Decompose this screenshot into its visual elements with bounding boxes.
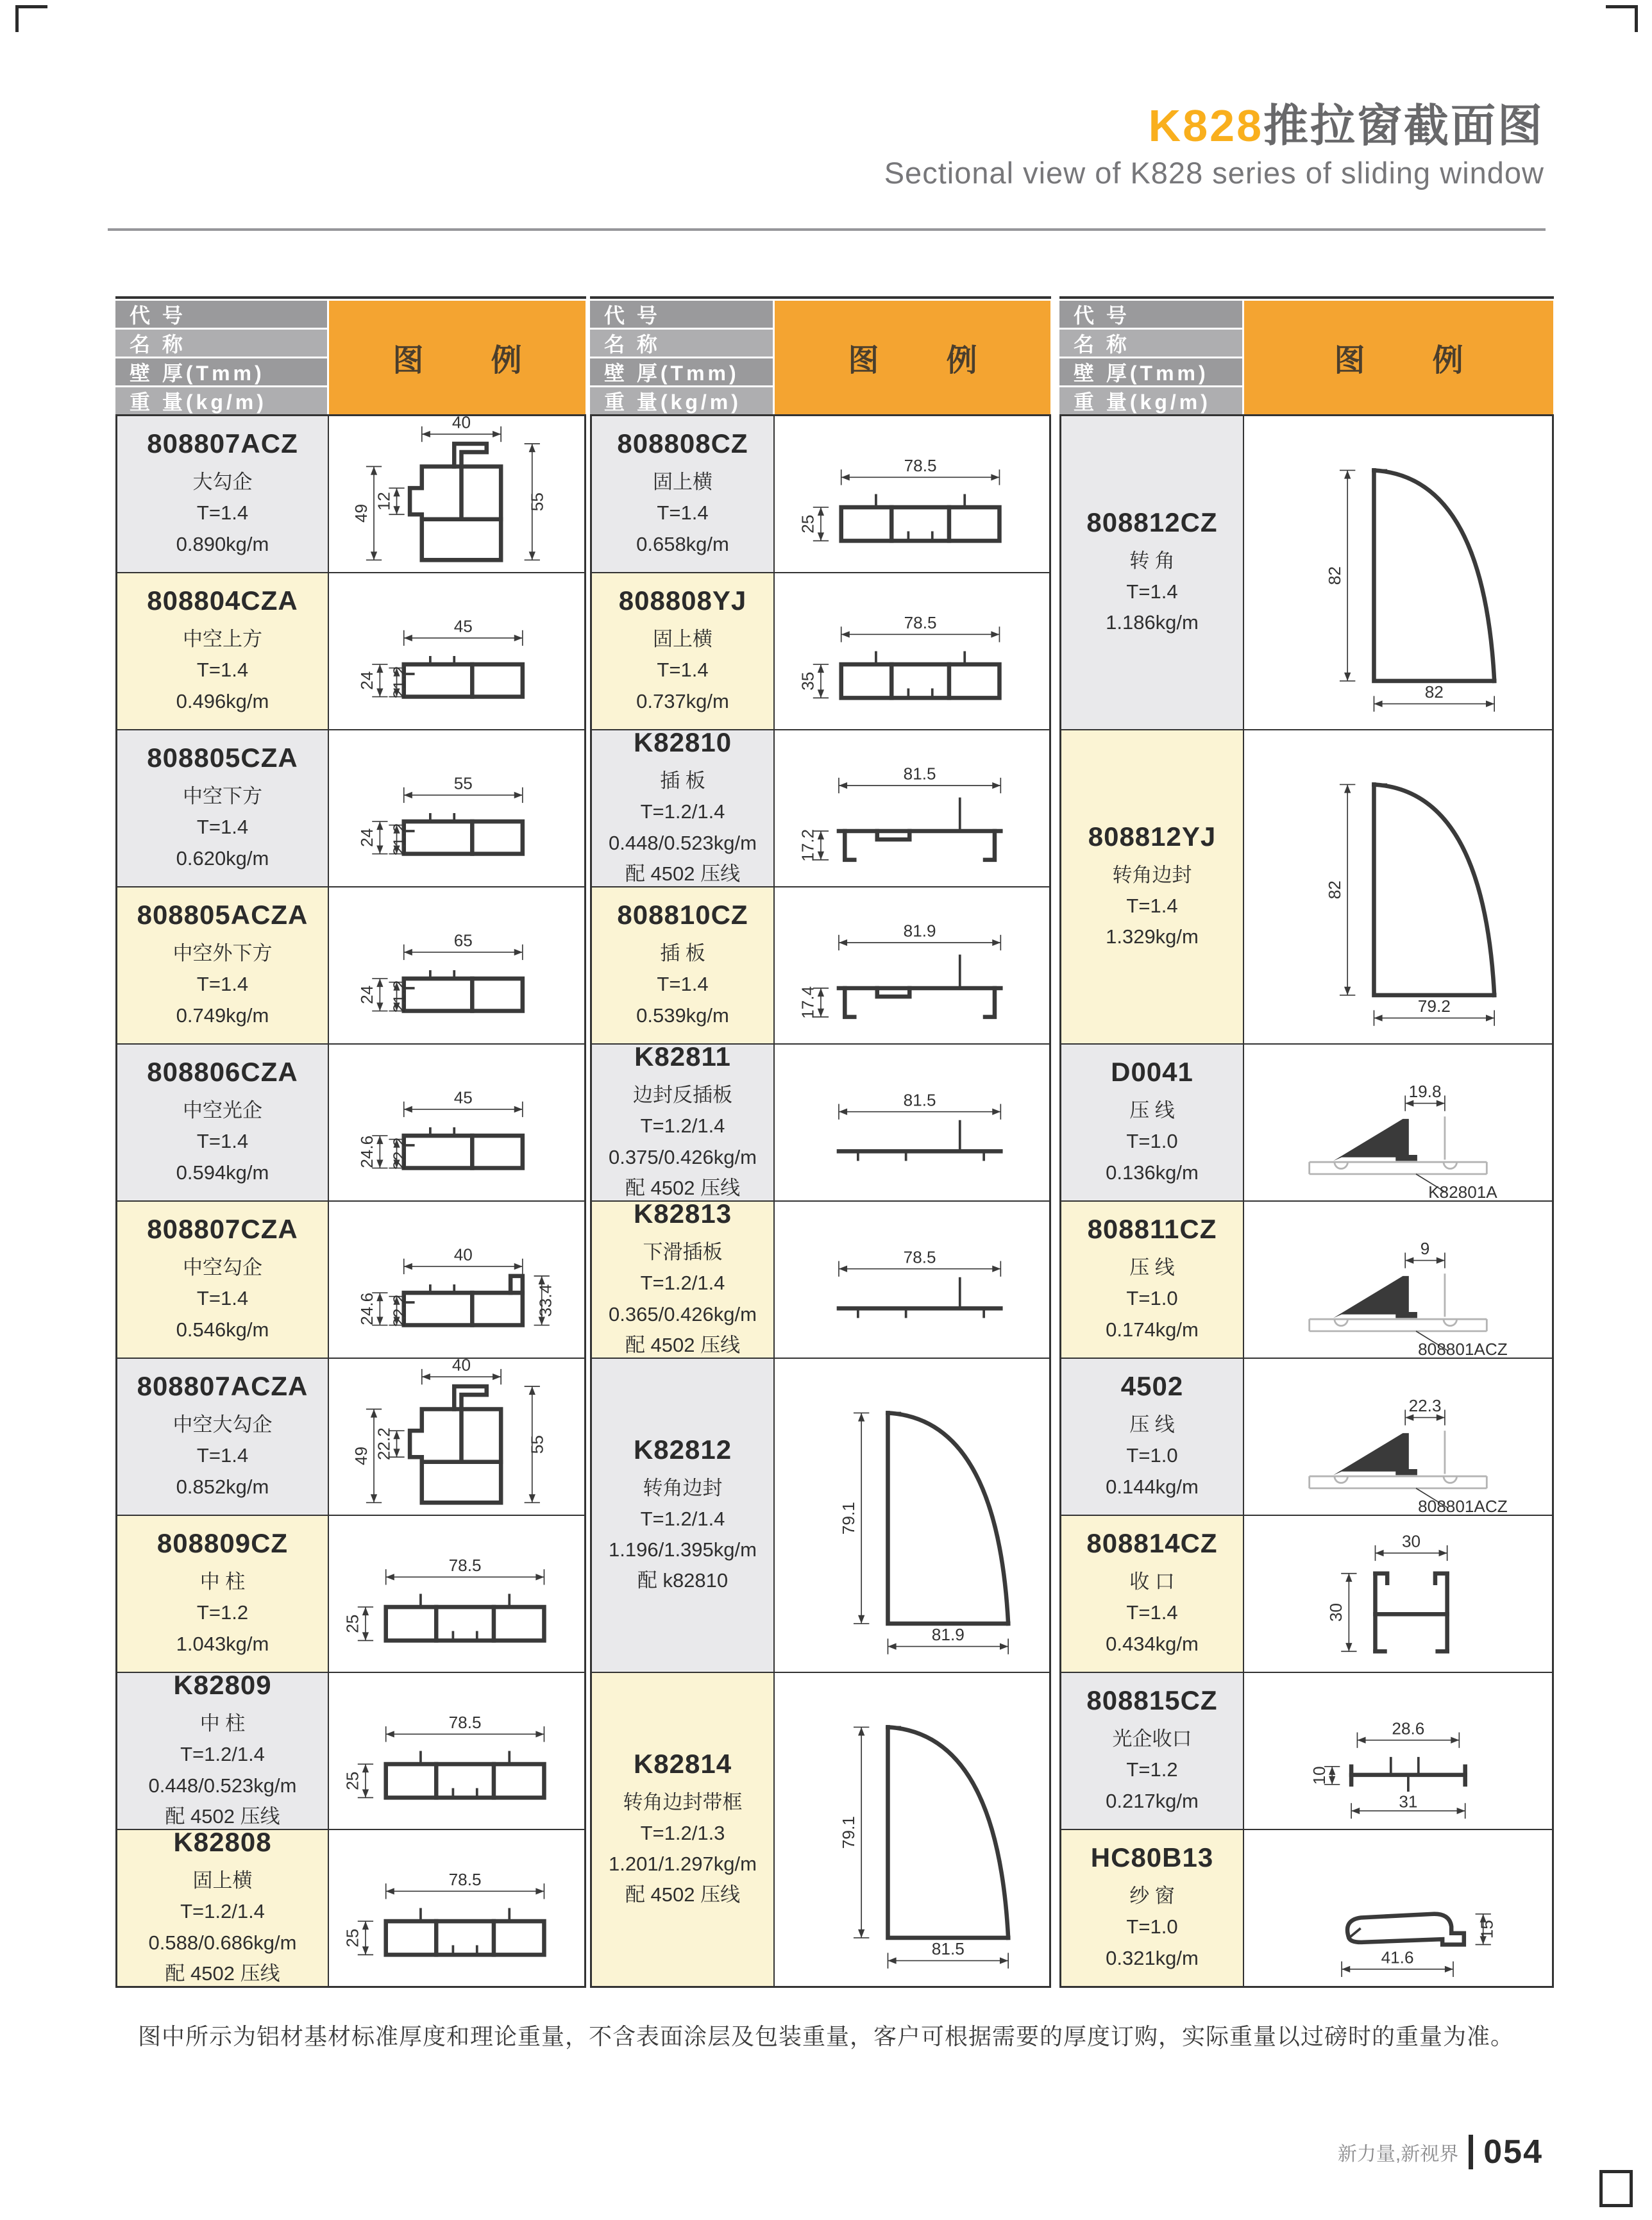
profile-code: 808811CZ: [1087, 1214, 1217, 1245]
profile-weight: 0.737kg/m: [636, 689, 729, 712]
crop-mark-top-right: [1606, 5, 1638, 32]
svg-text:25: 25: [342, 1928, 362, 1947]
profile-code: K82813: [633, 1198, 732, 1229]
profile-thickness: T=1.4: [196, 501, 249, 525]
svg-text:81.5: 81.5: [903, 1090, 936, 1110]
profile-diagram-cell: [1243, 1829, 1553, 1987]
page-title: [884, 103, 1544, 150]
svg-text:25: 25: [342, 1771, 362, 1790]
table-header: [115, 296, 586, 414]
profile-label-cell: [117, 1044, 328, 1201]
profile-weight: 0.539kg/m: [636, 1004, 729, 1027]
profile-label-cell: [591, 887, 774, 1044]
profile-label-cell: [591, 573, 774, 730]
profile-code: K82810: [633, 727, 732, 758]
svg-text:21.2: 21.2: [389, 666, 409, 699]
profile-code: 808808YJ: [618, 585, 747, 616]
profile-diagram-svg: [329, 1516, 584, 1672]
profile-weight: 0.434kg/m: [1106, 1632, 1199, 1655]
profile-code: 808812CZ: [1086, 507, 1218, 537]
profile-code: K82814: [633, 1748, 732, 1779]
profile-name: 固上横: [653, 628, 712, 651]
profile-name: 中空下方: [183, 785, 262, 808]
svg-text:55: 55: [453, 773, 473, 793]
profile-weight: 0.174kg/m: [1106, 1318, 1199, 1341]
title-divider-rule: [108, 228, 1546, 231]
profile-diagram-cell: [328, 1672, 585, 1829]
profile-weight: 1.186kg/m: [1106, 611, 1199, 634]
table-body: [590, 414, 1051, 1988]
profile-weight: 0.375/0.426kg/m: [609, 1145, 757, 1168]
profile-weight: 0.594kg/m: [176, 1161, 269, 1184]
profile-thickness: T=1.2: [196, 1601, 249, 1624]
profile-thickness: T=1.0: [1126, 1287, 1178, 1310]
profile-note: 配 4502 压线: [625, 862, 741, 885]
svg-text:40: 40: [451, 416, 471, 432]
profile-thickness: T=1.4: [196, 659, 249, 682]
header-band: 代 号: [1059, 301, 1242, 328]
svg-text:82: 82: [1424, 682, 1444, 702]
profile-diagram-cell: [328, 1358, 585, 1515]
profile-label-cell: [1061, 730, 1243, 1044]
header-band: 代 号: [590, 301, 773, 328]
svg-text:24: 24: [357, 828, 377, 847]
profile-diagram-svg: [775, 1045, 1049, 1200]
profile-name: 插 板: [660, 942, 705, 965]
profile-code: 808812YJ: [1088, 821, 1217, 852]
profile-name: 中空上方: [183, 628, 262, 651]
title-block: [884, 103, 1544, 190]
profile-code: K82808: [173, 1827, 272, 1858]
profile-diagram-svg: [775, 1202, 1049, 1358]
svg-text:40: 40: [451, 1359, 471, 1375]
svg-text:22.3: 22.3: [1408, 1396, 1442, 1416]
profile-weight: 0.588/0.686kg/m: [148, 1931, 297, 1954]
profile-weight: 0.217kg/m: [1106, 1789, 1199, 1812]
profile-thickness: T=1.4: [1126, 1601, 1178, 1624]
profile-diagram-svg: [329, 887, 584, 1043]
profile-weight: 0.496kg/m: [176, 689, 269, 712]
profile-diagram-svg: [1244, 1359, 1552, 1515]
profile-name: 中 柱: [199, 1712, 246, 1735]
profile-diagram-svg: [329, 1202, 584, 1358]
profile-label-cell: [1061, 1515, 1243, 1672]
profile-code: 808804CZA: [147, 585, 298, 616]
profile-diagram-cell: [1243, 1358, 1553, 1515]
profile-name: 压 线: [1129, 1413, 1175, 1436]
svg-text:17.2: 17.2: [798, 828, 818, 862]
profile-diagram-cell: [774, 887, 1050, 1044]
profile-label-cell: [1061, 1201, 1243, 1358]
profile-label-cell: [591, 416, 774, 573]
profile-weight: 1.201/1.297kg/m: [609, 1853, 757, 1875]
profile-code: 808814CZ: [1086, 1528, 1218, 1559]
profile-code: 808805CZA: [147, 743, 298, 773]
svg-text:19.8: 19.8: [1408, 1082, 1442, 1102]
profile-weight: 1.043kg/m: [176, 1632, 269, 1655]
profile-diagram-svg: [329, 1673, 584, 1829]
profile-code: 808809CZ: [156, 1528, 289, 1559]
svg-text:31: 31: [1399, 1792, 1418, 1812]
svg-text:808801ACZ: 808801ACZ: [1418, 1340, 1508, 1358]
profile-code: 808810CZ: [617, 900, 748, 930]
footer-divider-bar: [1469, 2135, 1473, 2169]
svg-text:10: 10: [1309, 1766, 1329, 1785]
svg-text:78.5: 78.5: [904, 455, 937, 475]
table-body: [115, 414, 586, 1988]
header-band: 重 量(kg/m): [590, 387, 773, 414]
page-title-chinese: 推拉窗截面图: [1263, 101, 1544, 151]
profile-name: 压 线: [1129, 1099, 1175, 1122]
svg-text:35: 35: [798, 671, 818, 691]
profile-thickness: T=1.4: [196, 816, 249, 839]
svg-text:9: 9: [1420, 1239, 1430, 1259]
profile-name: 中空大勾企: [173, 1413, 273, 1436]
svg-text:82: 82: [1324, 566, 1344, 585]
profile-diagram-svg: [329, 416, 584, 572]
profile-label-cell: [117, 887, 328, 1044]
svg-text:81.9: 81.9: [903, 921, 936, 941]
legend-header: 图 例: [329, 301, 586, 414]
profile-diagram-cell: [774, 730, 1050, 887]
svg-text:79.1: 79.1: [838, 1816, 858, 1849]
svg-text:K82801A: K82801A: [1428, 1182, 1497, 1200]
profile-diagram-svg: [329, 1045, 584, 1200]
profile-weight: 0.136kg/m: [1106, 1161, 1199, 1184]
svg-text:40: 40: [453, 1245, 473, 1265]
profile-name: 中空外下方: [173, 942, 273, 965]
profile-note: 配 4502 压线: [625, 1176, 741, 1199]
profile-thickness: T=1.4: [1126, 580, 1178, 603]
profile-thickness: T=1.0: [1126, 1915, 1178, 1938]
profile-thickness: T=1.4: [657, 659, 709, 682]
profile-name: 固上横: [653, 471, 712, 494]
svg-text:808801ACZ: 808801ACZ: [1418, 1497, 1508, 1515]
profile-name: 转角边封带框: [623, 1790, 743, 1813]
profile-thickness: T=1.2/1.4: [640, 1114, 725, 1138]
profile-code: 808815CZ: [1086, 1685, 1218, 1716]
profile-code: 4502: [1120, 1371, 1184, 1402]
svg-text:22.2: 22.2: [389, 1137, 409, 1170]
profile-diagram-svg: [1244, 416, 1552, 729]
profile-name: 插 板: [660, 769, 705, 793]
profile-label-cell: [1061, 1044, 1243, 1201]
profile-weight: 0.448/0.523kg/m: [609, 831, 757, 854]
profile-diagram-svg: [775, 416, 1049, 572]
profile-thickness: T=1.4: [196, 1444, 249, 1467]
profile-diagram-cell: [774, 1358, 1050, 1672]
profile-diagram-svg: [775, 887, 1049, 1043]
profile-thickness: T=1.2/1.4: [640, 800, 725, 823]
profile-diagram-cell: [328, 573, 585, 730]
svg-text:30: 30: [1402, 1531, 1421, 1551]
profile-name: 光企收口: [1112, 1728, 1192, 1751]
profile-thickness: T=1.4: [657, 973, 709, 996]
profile-column-group: [115, 296, 586, 1988]
svg-text:49: 49: [351, 1446, 371, 1465]
profile-name: 转 角: [1129, 549, 1175, 572]
svg-text:78.5: 78.5: [904, 612, 937, 632]
profile-diagram-cell: [1243, 1672, 1553, 1829]
profile-code: 808808CZ: [617, 428, 748, 459]
profile-weight: 0.852kg/m: [176, 1475, 269, 1498]
profile-weight: 0.749kg/m: [176, 1004, 269, 1027]
profile-label-cell: [591, 1041, 774, 1201]
profile-column-group: [590, 296, 1051, 1988]
profile-code: 808807CZA: [147, 1214, 298, 1245]
page-title-series-code: K828: [1148, 101, 1263, 151]
profile-diagram-svg: [775, 730, 1049, 886]
profile-diagram-svg: [329, 1830, 584, 1986]
svg-text:24: 24: [357, 671, 377, 690]
footnote-text: 图中所示为铝材基材标准厚度和理论重量，不含表面涂层及包装重量，客户可根据需要的厚度订购，实际重量以过磅时的重量为准。: [137, 2023, 1514, 2049]
svg-text:81.5: 81.5: [931, 1939, 965, 1959]
profile-diagram-svg: [1244, 1045, 1552, 1200]
profile-weight: 0.546kg/m: [176, 1318, 269, 1341]
profile-diagram-svg: [1244, 1516, 1552, 1672]
profile-label-cell: [591, 727, 774, 887]
profile-code: K82811: [634, 1041, 731, 1072]
svg-text:22.2: 22.2: [374, 1427, 394, 1461]
svg-text:55: 55: [527, 492, 547, 512]
profile-thickness: T=1.2/1.4: [640, 1272, 725, 1295]
profile-thickness: T=1.4: [196, 1130, 249, 1153]
profile-diagram-cell: [328, 1829, 585, 1987]
profile-diagram-svg: [1244, 1830, 1552, 1986]
svg-text:21.2: 21.2: [389, 823, 409, 856]
profile-thickness: T=1.2/1.4: [640, 1507, 725, 1530]
header-band: 重 量(kg/m): [115, 387, 327, 414]
profile-diagram-svg: [329, 730, 584, 886]
profile-diagram-cell: [774, 1044, 1050, 1201]
profile-diagram-cell: [1243, 1515, 1553, 1672]
svg-text:78.5: 78.5: [903, 1247, 936, 1267]
profile-weight: 0.321kg/m: [1106, 1946, 1199, 1969]
header-band: 名 称: [590, 330, 773, 357]
profile-weight: 1.196/1.395kg/m: [609, 1538, 757, 1561]
svg-text:22.2: 22.2: [389, 1294, 409, 1327]
profile-name: 压 线: [1129, 1256, 1175, 1279]
profile-name: 转角边封: [643, 1476, 723, 1499]
profile-thickness: T=1.4: [196, 973, 249, 996]
profile-diagram-cell: [328, 887, 585, 1044]
svg-text:45: 45: [453, 616, 473, 636]
header-band: 名 称: [1059, 330, 1242, 357]
legend-header: 图 例: [775, 301, 1050, 414]
header-band: 壁 厚(Tmm): [590, 358, 773, 385]
profile-diagram-cell: [328, 730, 585, 887]
profile-name: 大勾企: [192, 471, 253, 494]
header-band: 名 称: [115, 330, 327, 357]
profile-diagram-cell: [1243, 1044, 1553, 1201]
svg-text:24.6: 24.6: [357, 1135, 377, 1168]
svg-text:25: 25: [342, 1614, 362, 1633]
profile-code: D0041: [1111, 1057, 1193, 1088]
profile-label-cell: [117, 1515, 328, 1672]
profile-label-cell: [591, 1358, 774, 1672]
profile-code: HC80B13: [1090, 1842, 1214, 1873]
crop-mark-bottom-right: [1599, 2170, 1633, 2207]
profile-thickness: T=1.0: [1126, 1444, 1178, 1467]
profile-name: 中 柱: [199, 1570, 246, 1594]
profile-diagram-cell: [1243, 416, 1553, 730]
profile-diagram-svg: [1244, 1202, 1552, 1358]
svg-text:65: 65: [453, 930, 473, 950]
legend-header: 图 例: [1244, 301, 1553, 414]
svg-text:24.6: 24.6: [357, 1292, 377, 1325]
profile-thickness: T=1.2/1.4: [180, 1900, 265, 1923]
profile-label-cell: [117, 1672, 328, 1829]
svg-text:28.6: 28.6: [1392, 1719, 1425, 1738]
profile-diagram-cell: [328, 1201, 585, 1358]
svg-text:41.6: 41.6: [1381, 1947, 1414, 1967]
profile-name: 边封反插板: [633, 1084, 732, 1107]
svg-text:24: 24: [357, 985, 377, 1004]
profile-code: K82812: [633, 1434, 732, 1465]
svg-text:25: 25: [798, 514, 818, 534]
profile-diagram-svg: [775, 1359, 1049, 1672]
profile-thickness: T=1.2/1.3: [640, 1821, 725, 1844]
profile-thickness: T=1.4: [196, 1287, 249, 1310]
profile-weight: 0.365/0.426kg/m: [609, 1302, 757, 1325]
profile-name: 固上横: [192, 1869, 253, 1892]
svg-text:45: 45: [453, 1088, 473, 1107]
svg-text:21.2: 21.2: [389, 980, 409, 1013]
svg-text:49: 49: [351, 503, 371, 523]
profile-diagram-svg: [775, 573, 1049, 729]
profile-weight: 0.448/0.523kg/m: [148, 1774, 297, 1797]
profile-label-cell: [1061, 416, 1243, 730]
profile-label-cell: [1061, 1358, 1243, 1515]
svg-text:17.4: 17.4: [798, 986, 818, 1019]
profile-diagram-svg: [1244, 1673, 1552, 1829]
svg-text:81.9: 81.9: [931, 1625, 965, 1645]
profile-name: 下滑插板: [643, 1241, 723, 1264]
header-band: 重 量(kg/m): [1059, 387, 1242, 414]
profile-weight: 0.144kg/m: [1106, 1475, 1199, 1498]
profile-label-cell: [117, 1829, 328, 1987]
profile-code: 808807ACZA: [137, 1371, 308, 1402]
svg-text:30: 30: [1326, 1602, 1346, 1622]
svg-text:78.5: 78.5: [448, 1555, 482, 1575]
profile-name: 转角边封: [1112, 863, 1192, 886]
profile-thickness: T=1.2/1.4: [180, 1743, 265, 1766]
profile-note: 配 4502 压线: [165, 1804, 280, 1828]
profile-label-cell: [117, 1358, 328, 1515]
profile-label-cell: [1061, 1672, 1243, 1829]
page-subtitle-english: Sectional view of K828 series of sliding window: [884, 155, 1544, 190]
profile-label-cell: [591, 1672, 774, 1987]
profile-name: 纱 窗: [1129, 1885, 1175, 1908]
profile-diagram-cell: [1243, 730, 1553, 1044]
profile-thickness: T=1.4: [1126, 894, 1178, 917]
profile-diagram-svg: [1244, 730, 1552, 1043]
page-number: 054: [1483, 2133, 1543, 2171]
svg-text:81.5: 81.5: [903, 764, 936, 784]
svg-text:55: 55: [527, 1435, 547, 1454]
profile-label-cell: [117, 1201, 328, 1358]
profile-diagram-cell: [328, 1515, 585, 1672]
profile-diagram-svg: [775, 1673, 1049, 1986]
profile-thickness: T=1.2: [1126, 1758, 1178, 1781]
profile-diagram-cell: [1243, 1201, 1553, 1358]
crop-mark-top-left: [15, 5, 47, 32]
profile-weight: 1.329kg/m: [1106, 925, 1199, 948]
profile-thickness: T=1.0: [1126, 1130, 1178, 1153]
profile-code: 808807ACZ: [147, 428, 298, 459]
table-header: [590, 296, 1051, 414]
svg-text:12: 12: [374, 492, 394, 511]
profile-thickness: T=1.4: [657, 501, 709, 525]
profile-diagram-svg: [329, 573, 584, 729]
profile-diagram-cell: [774, 573, 1050, 730]
svg-text:82: 82: [1324, 880, 1344, 900]
profile-note: 配 4502 压线: [625, 1333, 741, 1356]
profile-diagram-svg: [329, 1359, 584, 1515]
profile-diagram-cell: [774, 416, 1050, 573]
profile-diagram-cell: [328, 1044, 585, 1201]
footer-slogan: 新力量,新视界: [1337, 2144, 1459, 2165]
table-body: [1059, 414, 1554, 1988]
profile-weight: 0.658kg/m: [636, 532, 729, 555]
profile-label-cell: [117, 573, 328, 730]
svg-text:78.5: 78.5: [448, 1869, 482, 1889]
header-band: 壁 厚(Tmm): [1059, 358, 1242, 385]
header-band: 壁 厚(Tmm): [115, 358, 327, 385]
profile-code: K82809: [173, 1670, 272, 1701]
profile-label-cell: [1061, 1829, 1243, 1987]
svg-text:33.4: 33.4: [535, 1284, 555, 1317]
profile-code: 808805ACZA: [137, 900, 308, 930]
profile-note: 配 k82810: [637, 1569, 729, 1592]
page-footer: [1338, 2133, 1543, 2171]
profile-column-group: [1059, 296, 1554, 1988]
svg-text:15: 15: [1477, 1920, 1497, 1939]
profile-note: 配 4502 压线: [625, 1883, 741, 1906]
svg-text:79.1: 79.1: [838, 1502, 858, 1535]
svg-text:79.2: 79.2: [1417, 996, 1451, 1016]
header-band: 代 号: [115, 301, 327, 328]
profile-note: 配 4502 压线: [165, 1962, 280, 1985]
table-header: [1059, 296, 1554, 414]
svg-text:78.5: 78.5: [448, 1712, 482, 1732]
profile-diagram-cell: [774, 1201, 1050, 1358]
profile-label-cell: [591, 1198, 774, 1358]
profile-weight: 0.890kg/m: [176, 532, 269, 555]
profile-label-cell: [117, 730, 328, 887]
profile-weight: 0.620kg/m: [176, 846, 269, 870]
profile-name: 中空光企: [183, 1099, 262, 1122]
profile-diagram-cell: [774, 1672, 1050, 1987]
profile-code: 808806CZA: [147, 1057, 298, 1088]
profile-diagram-cell: [328, 416, 585, 573]
profile-name: 中空勾企: [183, 1256, 262, 1279]
profile-name: 收 口: [1129, 1570, 1175, 1594]
profile-label-cell: [117, 416, 328, 573]
